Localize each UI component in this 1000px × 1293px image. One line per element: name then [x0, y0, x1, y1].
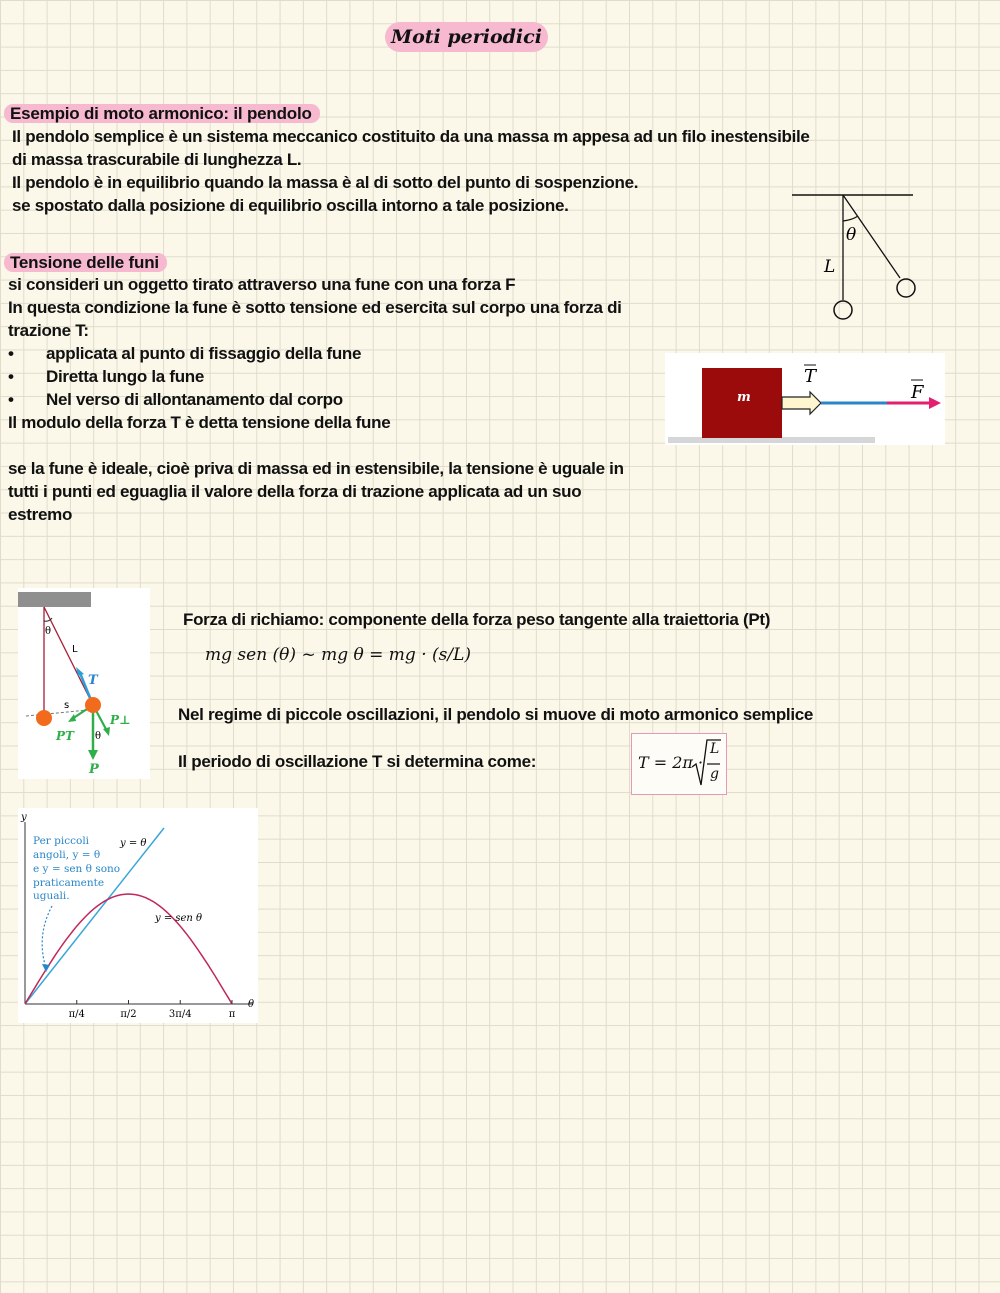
- fig-s: s: [64, 700, 70, 711]
- periodo-text: Il periodo di oscillazione T si determina come:: [178, 752, 537, 771]
- bullet-item: • Diretta lungo la fune: [8, 365, 624, 388]
- periodo-den: g: [710, 766, 719, 782]
- page-title: Moti periodici: [385, 22, 548, 52]
- pendolo-line: se spostato dalla posizione di equilibrio oscilla intorno a tale posizione.: [12, 196, 569, 215]
- pendolo-line: Il pendolo semplice è un sistema meccanico costituito da una massa m appesa ad un filo inestensibile: [12, 127, 810, 146]
- pendolo-line: Il pendolo è in equilibrio quando la massa è al di sotto del punto di sospenzione.: [12, 173, 639, 192]
- annotation-line: e y = sen θ sono: [33, 863, 121, 875]
- force-arrowhead: [929, 397, 941, 409]
- x-tick-label: 3π/4: [168, 1009, 192, 1020]
- force-label: F: [911, 382, 924, 403]
- bullet-item: • applicata al punto di fissaggio della fune: [8, 342, 624, 365]
- x-axis-label: θ: [248, 999, 255, 1010]
- annotation-line: Per piccoli: [33, 835, 90, 847]
- pendulum-forces-figure: [18, 588, 150, 779]
- tensione-line: In questa condizione la fune è sotto tensione ed esercita sul corpo una forza di: [8, 298, 622, 317]
- tension-label: T: [804, 366, 817, 387]
- annotation-line: angoli, y = θ: [33, 849, 101, 861]
- sketch-theta: θ: [846, 225, 857, 245]
- richiamo-text: Forza di richiamo: componente della forza peso tangente alla traiettoria (Pt): [183, 610, 771, 629]
- fig-theta2: θ: [95, 731, 102, 742]
- tension-arrow: [782, 392, 821, 414]
- regime-text: Nel regime di piccole oscillazioni, il pendolo si muove di moto armonico semplice: [178, 705, 814, 724]
- pendolo-text: [12, 125, 810, 217]
- x-tick-label: π/4: [68, 1009, 85, 1020]
- x-ticks: [69, 1000, 236, 1020]
- tensione-line: si consideri un oggetto tirato attraverso una fune con una forza F: [8, 275, 516, 294]
- periodo-lhs: T = 2π ·: [638, 753, 704, 772]
- bob-equilibrium: [36, 710, 52, 726]
- fig-PT: PT: [56, 729, 74, 743]
- fig-L: L: [72, 644, 78, 655]
- pendulum-sketch: [788, 188, 923, 323]
- label-y-theta: y = θ: [120, 838, 147, 849]
- tensione-ideale: estremo: [8, 505, 73, 524]
- tensione-ideale: se la fune è ideale, cioè priva di massa ed in estensibile, la tensione è uguale in: [8, 459, 624, 478]
- richiamo-formula: mg sen (θ) ~ mg θ = mg · (s/L): [205, 645, 472, 665]
- heading-tensione: Tensione delle funi: [4, 253, 167, 272]
- periodo-num: L: [710, 741, 720, 757]
- y-axis-label: y: [21, 812, 27, 823]
- bullet-item: • Nel verso di allontanamento dal corpo: [8, 388, 624, 411]
- label-y-sin: y = sen θ: [155, 913, 203, 924]
- heading-pendolo: Esempio di moto armonico: il pendolo: [4, 104, 320, 123]
- small-angle-graph: [18, 808, 258, 1023]
- tensione-text: [8, 273, 624, 526]
- tensione-line: trazione T:: [8, 321, 89, 340]
- x-tick-label: π/2: [120, 1009, 137, 1020]
- graph-annotation: [33, 835, 120, 902]
- sketch-L: L: [824, 257, 836, 277]
- annotation-arrow: [42, 906, 52, 968]
- ceiling: [18, 592, 91, 607]
- annotation-line: praticamente: [33, 877, 105, 889]
- tensione-ideale: tutti i punti ed eguaglia il valore della forza di trazione applicata ad un suo: [8, 482, 582, 501]
- bob-displaced: [85, 697, 101, 713]
- tensione-modulo: Il modulo della forza T è detta tensione della fune: [8, 413, 391, 432]
- tension-figure: [665, 353, 945, 445]
- pendolo-line: di massa trascurabile di lunghezza L.: [12, 150, 302, 169]
- fig-T: T: [88, 673, 98, 688]
- fig-Pperp: P⊥: [110, 713, 131, 727]
- mass-label: m: [737, 390, 751, 405]
- annotation-line: uguali.: [33, 890, 70, 902]
- periodo-formula-box: [631, 733, 727, 795]
- fig-theta: θ: [45, 626, 52, 637]
- curve-y-sin: [25, 894, 232, 1004]
- fig-P: P: [89, 762, 99, 777]
- x-tick-label: π: [228, 1009, 236, 1020]
